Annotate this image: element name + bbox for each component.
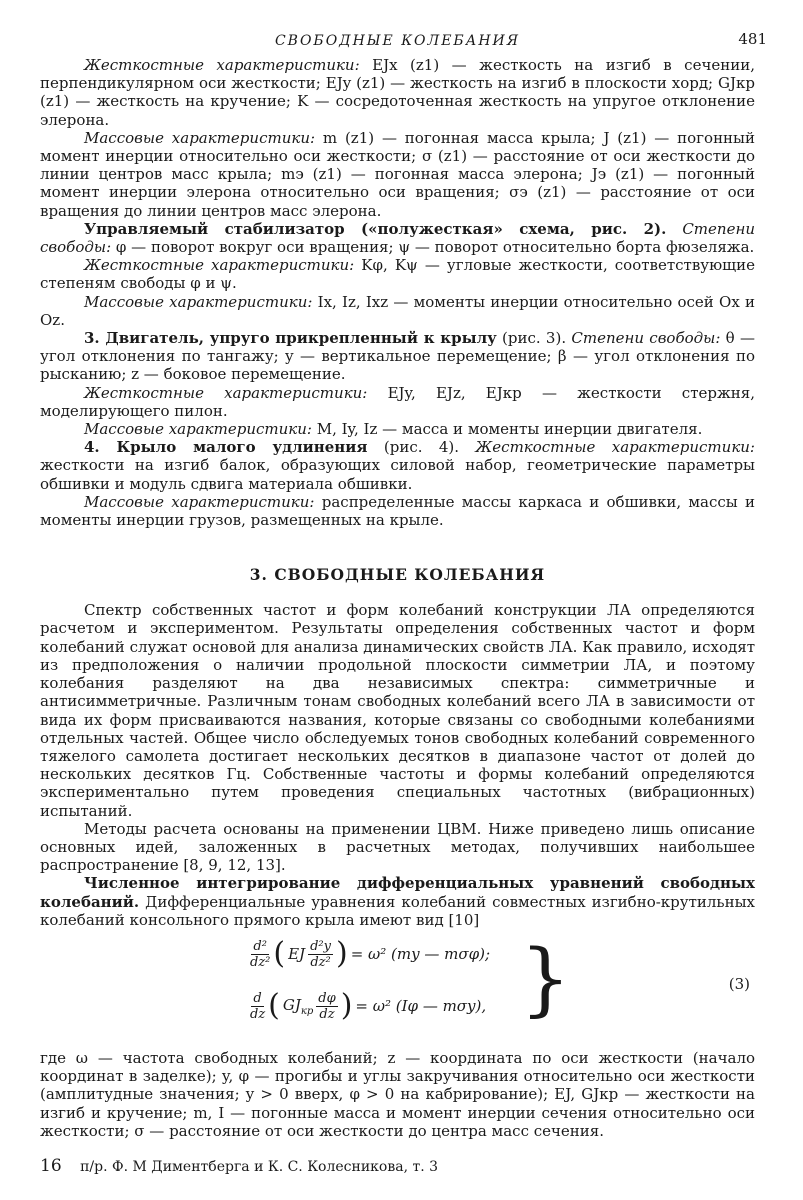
paragraph: 4. Крыло малого удлинения (рис. 4). Жесткостные характеристики: жесткости на изгиб балок, образующих силовой набор, геометрические параметры обшивки и модуль сдвига материала обшивки.	[40, 438, 755, 493]
equation-block	[40, 931, 755, 1047]
equation-brace: }	[520, 931, 571, 1025]
paragraph: Массовые характеристики: M, Iy, Iz — масса и моменты инерции двигателя.	[84, 420, 703, 439]
paragraph: Массовые характеристики: распределенные массы каркаса и обшивки, массы и моменты инерции грузов, размещенных на крыле.	[40, 492, 756, 530]
running-header	[40, 30, 767, 56]
equation-rhs-1: = ω² (my — mσφ);	[350, 945, 490, 964]
paragraph: 3. Двигатель, упруго прикрепленный к крылу (рис. 3). Степени свободы: θ — угол отклонения по тангажу; y — вертикальное перемещение; β — угол отклонения по рысканию; z — боковое перемещение.	[40, 329, 755, 384]
paragraph: Численное интегрирование дифференциальных уравнений свободных колебаний. Дифференциальные уравнения колебаний совместных изгибно-крутильных колебаний консольного прямого крыла имеют вид [10]	[40, 874, 755, 929]
page	[40, 30, 767, 1176]
paragraph: Жесткостные характеристики: Kφ, Kψ — угловые жесткости, соответствующие степеням свободы φ и ψ.	[40, 256, 755, 293]
footer-text: п/р. Ф. М Диментберга и К. С. Колесникова, т. 3	[80, 1158, 439, 1175]
paragraph: Управляемый стабилизатор («полужесткая» схема, рис. 2). Степени свободы: φ — поворот вокруг оси вращения; ψ — поворот относительно борта фюзеляжа.	[40, 219, 755, 257]
signature-number: 16	[40, 1155, 62, 1176]
paragraph: Массовые характеристики: m (z1) — погонная масса крыла; J (z1) — погонный момент инерции относительно оси жесткости; σ (z1) — расстояние от оси жесткости до линии центров масс крыла; mэ (z1) — погонная масса элерона; Jэ (z1) — погонный момент инерции элерона относительно оси вращения; σэ (z1) — расстояние от оси вращения до линии центров масс элерона.	[40, 128, 755, 220]
paragraph: Массовые характеристики: Ix, Iz, Ixz — моменты инерции относительно осей Ox и Oz.	[40, 292, 756, 329]
page-number: 481	[738, 30, 767, 48]
paragraph: Жесткостные характеристики: EJx (z1) — жесткость на изгиб в сечении, перпендикулярном оси жесткости; EJy (z1) — жесткость на изгиб в плоскости хорд; GJкр (z1) — жесткость на кручение; K — сосредоточенная жесткость на упругое отклонение элерона.	[40, 56, 755, 129]
equation-line-2: $\frac{d}{dz}$ ( $GJ_{кр}$ $\frac{d\varphi}{dz}$ ) = ω² (Iφ — mσy),	[250, 988, 487, 1024]
running-title: СВОБОДНЫЕ КОЛЕБАНИЯ	[274, 33, 521, 49]
equation-line-1: $\frac{\text{d²}}{\text{dz²}}$ ( EJ $\frac{\text{d²y}}{\text{dz²}}$ ) = ω² (my — mσφ);	[250, 936, 490, 972]
section-title: 3. СВОБОДНЫЕ КОЛЕБАНИЯ	[249, 565, 546, 585]
footer	[40, 1156, 755, 1176]
paragraph: Спектр собственных частот и форм колебаний конструкции ЛА определяются расчетом и экспериментом. Результаты определения собственных частот и форм колебаний служат основой для анализа динамических свойств ЛА. Как правило, исходят из предположения о наличии продольной плоскости симметрии ЛА, и поэтому колебания разделяют на два независимых спектра: симметричные и антисимметричные. Различным тонам свободных колебаний всего ЛА в зависимости от вида их форм присваиваются названия, которые связаны со свободными колебаниями отдельных частей. Общее число обследуемых тонов свободных колебаний современного тяжелого самолета достигает нескольких десятков в диапазоне частот от долей до нескольких десятков Гц. Собственные частоты и формы колебаний определяются экспериментально путем проведения специальных частотных (вибрационных) испытаний.	[40, 601, 755, 820]
paragraph: Жесткостные характеристики: EJy, EJz, EJкр — жесткости стержня, моделирующего пилон.	[40, 383, 756, 420]
paragraph: Методы расчета основаны на применении ЦВМ. Ниже приведено лишь описание основных идей, заложенных в расчетных методах, получивших наибольшее распространение [8, 9, 12, 13].	[40, 819, 755, 875]
paragraph: где ω — частота свободных колебаний; z — координата по оси жесткости (начало координат в заделке); y, φ — прогибы и углы закручивания относительно оси жесткости (амплитудные значения; y > 0 вверх, φ > 0 на кабрирование); EJ, GJкр — жесткости на изгиб и кручение; m, I — погонные масса и момент инерции сечения относительно оси жесткости; σ — расстояние от оси жесткости до центра масс сечения.	[40, 1048, 755, 1140]
equation-number: (3)	[728, 974, 750, 993]
equation-rhs-2: = ω² (Iφ — mσy),	[355, 997, 487, 1016]
